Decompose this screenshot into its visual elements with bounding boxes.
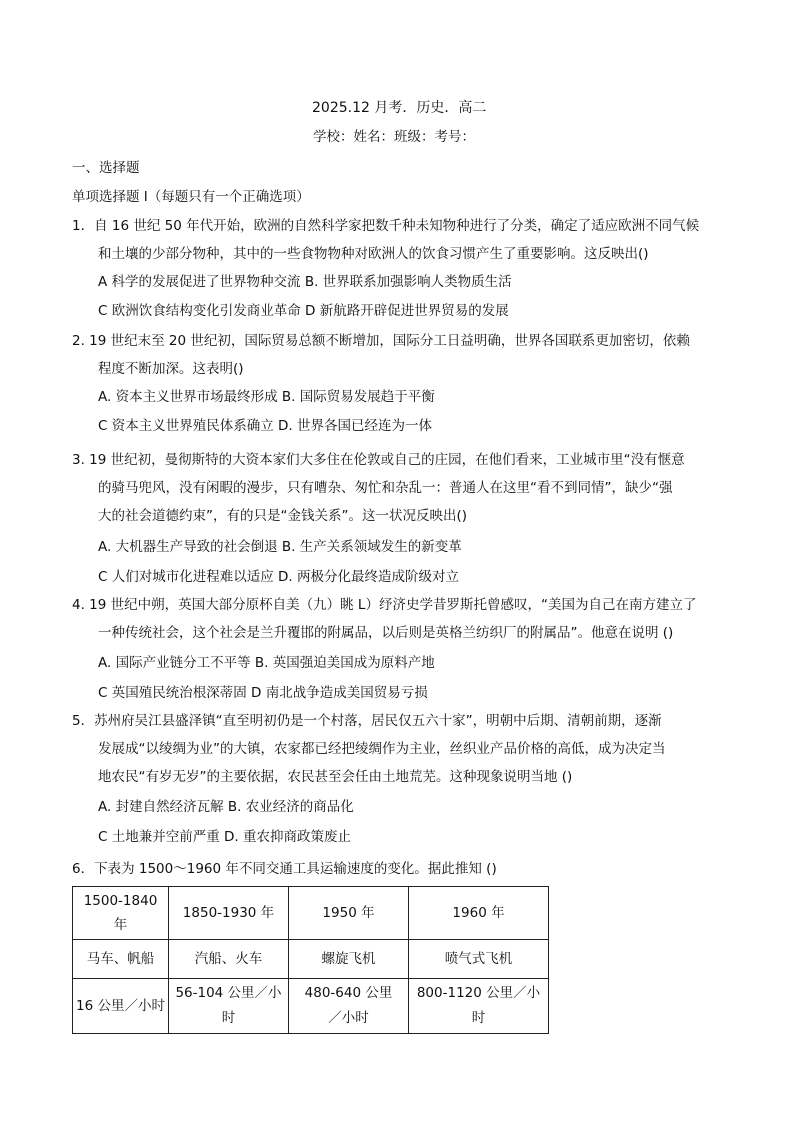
table-header-row (73, 887, 549, 940)
q3-line-3: 大的社会道德约束”，有的只是“金钱关系”。这一状况反映出() (98, 508, 468, 524)
q1-line-1: 1．自 16 世纪 50 年代开始，欧洲的自然科学家把数千种未知物种进行了分类，确定了适应欧洲不同气候 (72, 218, 700, 234)
student-info-line: 学校：姓名：班级：考号： (313, 129, 475, 145)
section-subheading: 单项选择题 I（每题只有一个正确选项） (72, 189, 310, 205)
table-row-vehicles (73, 940, 549, 979)
table-header-cell: 1850-1930 年 (169, 887, 289, 940)
table-header-cell: 1960 年 (409, 887, 549, 940)
q5-options-ab: A. 封建自然经济瓦解 B. 农业经济的商品化 (98, 799, 354, 815)
q2-line-2: 程度不断加深。这表明() (98, 361, 244, 377)
table-cell: 汽船、火车 (169, 940, 289, 979)
q2-line-1: 2. 19 世纪末至 20 世纪初，国际贸易总额不断增加，国际分工日益明确，世界各国联系更加密切，依赖 (72, 333, 690, 349)
q1-options-cd: C 欧洲饮食结构变化引发商业革命 D 新航路开辟促进世界贸易的发展 (98, 303, 509, 319)
q5-line-2: 发展成“以绫绸为业”的大镇，农家都已经把绫绸作为主业，丝织业产品价格的高低，成为决定当 (98, 741, 666, 757)
table-header-cell: 1950 年 (289, 887, 409, 940)
q2-options-ab: A. 资本主义世界市场最终形成 B. 国际贸易发展趋于平衡 (98, 389, 435, 405)
page-title: 2025.12 月考．历史．高二 (312, 100, 487, 116)
table-cell: 螺旋飞机 (289, 940, 409, 979)
q3-options-ab: A. 大机器生产导致的社会倒退 B. 生产关系领域发生的新变革 (98, 539, 462, 555)
q1-line-2: 和土壤的少部分物种，其中的一些食物物种对欧洲人的饮食习惯产生了重要影响。这反映出() (98, 246, 649, 262)
q1-options-ab: A 科学的发展促进了世界物种交流 B. 世界联系加强影响人类物质生活 (98, 274, 512, 290)
q3-options-cd: C 人们对城市化进程难以适应 D. 两极分化最终造成阶级对立 (98, 569, 459, 585)
q2-options-cd: C 资本主义世界殖民体系确立 D. 世界各国已经连为一体 (98, 418, 432, 434)
table-cell: 马车、帆船 (73, 940, 169, 979)
table-cell: 16 公里／小时 (73, 979, 169, 1034)
q3-line-2: 的骑马兜风，没有闲暇的漫步，只有嘈杂、匆忙和杂乱一：普通人在这里“看不到同情”，缺少“强 (98, 480, 673, 496)
transport-speed-table (72, 886, 549, 1034)
q4-line-1: 4. 19 世纪中朔，英国大部分原杯自美（九）眺 L）纾济史学昔罗斯托曾感叹，“美国为自己在南方建立了 (72, 597, 697, 613)
table-row-speeds (73, 979, 549, 1034)
q5-options-cd: C 土地兼并空前严重 D. 重农抑商政策废止 (98, 829, 351, 845)
q3-line-1: 3. 19 世纪初，曼彻斯特的大资本家们大多住在伦敦或自己的庄园，在他们看来，工业城市里“没有惬意 (72, 452, 685, 468)
table-cell: 480-640 公里／小时 (289, 979, 409, 1034)
q5-line-3: 地农民“有岁无岁”的主要依据，农民甚至会任由土地荒芜。这种现象说明当地 () (98, 769, 573, 785)
q5-line-1: 5．苏州府吴江县盛泽镇“直至明初仍是一个村落，居民仅五六十家”，明朝中后期、清朝前期，逐渐 (72, 713, 662, 729)
q4-line-2: 一种传统社会，这个社会是兰升覆邯的附属品，以后则是英格兰纺织厂的附属品”。他意在说明 () (98, 625, 674, 641)
section-heading: 一、选择题 (72, 160, 140, 176)
q4-options-cd: C 英国殖民统治根深蒂固 D 南北战争造成美国贸易亏损 (98, 685, 428, 701)
table-cell: 56-104 公里／小时 (169, 979, 289, 1034)
q6-line-1: 6．下表为 1500～1960 年不同交通工具运输速度的变化。据此推知 () (72, 861, 497, 877)
table-cell: 800-1120 公里／小时 (409, 979, 549, 1034)
q4-options-ab: A. 国际产业链分工不平等 B. 英国强迫美国成为原料产地 (98, 655, 435, 671)
table-cell: 喷气式飞机 (409, 940, 549, 979)
table-header-cell: 1500-1840 年 (73, 887, 169, 940)
